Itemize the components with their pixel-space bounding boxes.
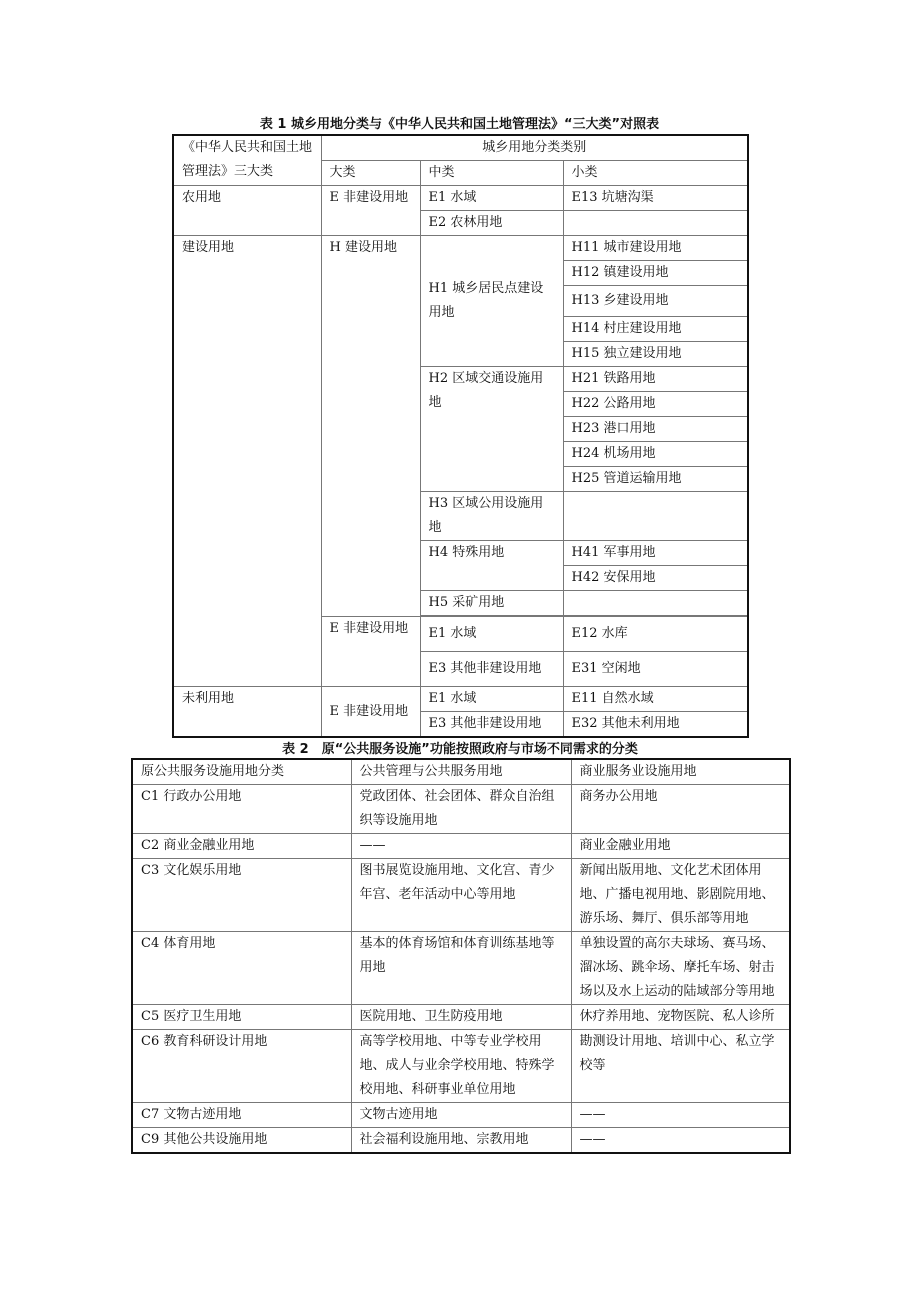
minor-class-cell: E13 坑塘沟渠 <box>563 186 748 211</box>
table-row <box>132 834 790 859</box>
minor-class-cell: H12 镇建设用地 <box>563 261 748 286</box>
medium-class-cell: H3 区域公用设施用地 <box>420 492 563 541</box>
medium-class-cell: H1 城乡居民点建设用地 <box>420 236 563 367</box>
minor-class-cell: H15 独立建设用地 <box>563 342 748 367</box>
minor-class-cell: E31 空闲地 <box>563 652 748 687</box>
minor-class-cell <box>563 211 748 236</box>
law-category-cell: 农用地 <box>173 186 321 236</box>
table-row <box>132 1128 790 1154</box>
minor-class-cell: E12 水库 <box>563 617 748 652</box>
medium-class-cell: E3 其他非建设用地 <box>420 712 563 738</box>
minor-class-cell: E11 自然水域 <box>563 687 748 712</box>
original-category-cell: C3 文化娱乐用地 <box>132 859 351 932</box>
public-use-cell: 文物古迹用地 <box>351 1103 571 1128</box>
urban-rural-category-header: 城乡用地分类类别 <box>321 135 748 161</box>
table-row <box>132 1005 790 1030</box>
commercial-use-cell: 新闻出版用地、文化艺术团体用地、广播电视用地、影剧院用地、游乐场、舞厅、俱乐部等用地 <box>571 859 790 932</box>
original-category-cell: C6 教育科研设计用地 <box>132 1030 351 1103</box>
table1-caption: 表 1 城乡用地分类与《中华人民共和国土地管理法》“三大类”对照表 <box>259 117 660 132</box>
minor-class-cell: H22 公路用地 <box>563 392 748 417</box>
medium-class-cell: E1 水域 <box>420 617 563 652</box>
law-category-cell: 未利用地 <box>173 687 321 738</box>
public-use-cell: 基本的体育场馆和体育训练基地等用地 <box>351 932 571 1005</box>
table-row <box>132 1030 790 1103</box>
table-row <box>132 932 790 1005</box>
original-category-cell: C5 医疗卫生用地 <box>132 1005 351 1030</box>
minor-class-cell: H14 村庄建设用地 <box>563 317 748 342</box>
minor-class-cell: H24 机场用地 <box>563 442 748 467</box>
commercial-use-cell: 单独设置的高尔夫球场、赛马场、溜冰场、跳伞场、摩托车场、射击场以及水上运动的陆域部分等用地 <box>571 932 790 1005</box>
minor-class-cell: H11 城市建设用地 <box>563 236 748 261</box>
minor-class-cell: E32 其他未利用地 <box>563 712 748 738</box>
medium-class-cell: H4 特殊用地 <box>420 541 563 591</box>
minor-class-cell: H25 管道运输用地 <box>563 467 748 492</box>
minor-class-header: 小类 <box>563 161 748 186</box>
table-header-cell: 商业服务业设施用地 <box>571 759 790 785</box>
public-use-cell: 图书展览设施用地、文化宫、青少年宫、老年活动中心等用地 <box>351 859 571 932</box>
table-row <box>132 1103 790 1128</box>
public-use-cell: 高等学校用地、中等专业学校用地、成人与业余学校用地、特殊学校用地、科研事业单位用地 <box>351 1030 571 1103</box>
medium-class-cell: H2 区域交通设施用地 <box>420 367 563 492</box>
commercial-use-cell: 休疗养用地、宠物医院、私人诊所 <box>571 1005 790 1030</box>
public-use-cell: 党政团体、社会团体、群众自治组织等设施用地 <box>351 785 571 834</box>
minor-class-cell <box>563 591 748 616</box>
land-classification-table <box>172 134 749 738</box>
law-category-cell: 建设用地 <box>173 236 321 687</box>
public-service-classification-table <box>131 758 791 1154</box>
medium-class-cell: E3 其他非建设用地 <box>420 652 563 687</box>
major-class-cell: H 建设用地 <box>321 236 420 617</box>
table2-caption: 表 2 原“公共服务设施”功能按照政府与市场不同需求的分类 <box>282 742 638 757</box>
original-category-cell: C9 其他公共设施用地 <box>132 1128 351 1154</box>
public-use-cell: 社会福利设施用地、宗教用地 <box>351 1128 571 1154</box>
medium-class-cell: E1 水域 <box>420 687 563 712</box>
table-header-cell: 原公共服务设施用地分类 <box>132 759 351 785</box>
minor-class-cell: H41 军事用地 <box>563 541 748 566</box>
original-category-cell: C4 体育用地 <box>132 932 351 1005</box>
original-category-cell: C7 文物古迹用地 <box>132 1103 351 1128</box>
table-row <box>132 859 790 932</box>
commercial-use-cell: 商务办公用地 <box>571 785 790 834</box>
medium-class-cell: H5 采矿用地 <box>420 591 563 616</box>
commercial-use-cell: —— <box>571 1103 790 1128</box>
major-class-cell: E 非建设用地 <box>321 186 420 236</box>
major-class-header: 大类 <box>321 161 420 186</box>
major-class-cell: E 非建设用地 <box>321 617 420 687</box>
original-category-cell: C1 行政办公用地 <box>132 785 351 834</box>
medium-class-header: 中类 <box>420 161 563 186</box>
major-class-cell: E 非建设用地 <box>321 687 420 738</box>
table-row <box>132 785 790 834</box>
public-use-cell: 医院用地、卫生防疫用地 <box>351 1005 571 1030</box>
minor-class-cell: H42 安保用地 <box>563 566 748 591</box>
medium-class-cell: E2 农林用地 <box>420 211 563 236</box>
minor-class-cell: H23 港口用地 <box>563 417 748 442</box>
original-category-cell: C2 商业金融业用地 <box>132 834 351 859</box>
table-header-cell: 公共管理与公共服务用地 <box>351 759 571 785</box>
minor-class-cell: H21 铁路用地 <box>563 367 748 392</box>
commercial-use-cell: 商业金融业用地 <box>571 834 790 859</box>
commercial-use-cell: —— <box>571 1128 790 1154</box>
public-use-cell: —— <box>351 834 571 859</box>
minor-class-cell <box>563 492 748 541</box>
law-category-header: 《中华人民共和国土地管理法》三大类 <box>173 135 321 186</box>
commercial-use-cell: 勘测设计用地、培训中心、私立学校等 <box>571 1030 790 1103</box>
minor-class-cell: H13 乡建设用地 <box>563 286 748 317</box>
medium-class-cell: E1 水域 <box>420 186 563 211</box>
